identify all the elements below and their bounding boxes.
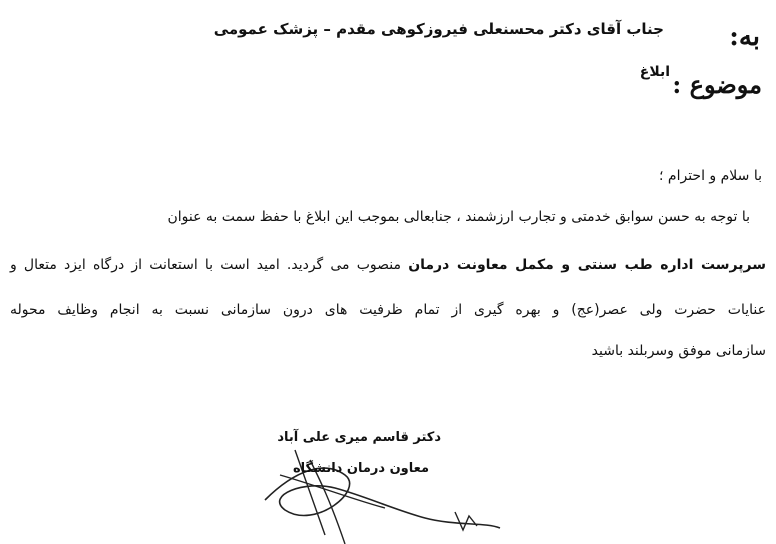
greeting: با سلام و احترام ؛	[659, 168, 762, 184]
signatory-title: معاون درمان دانشگاه	[292, 461, 430, 476]
recipient-label: به:	[729, 22, 760, 52]
handwritten-signature	[255, 440, 505, 544]
body-line-2	[10, 257, 766, 273]
subject-value: ابلاغ	[639, 64, 670, 80]
body-line-3: عنایات حضرت ولی عصر(عج) و بهره گیری از تمام ظرفیت های درون سازمانی نسبت به انجام وظایف محوله	[10, 302, 766, 318]
body-line-2-text: منصوب می گردید. امید است با استعانت از درگاه ایزد متعال و	[10, 257, 409, 273]
appointment-title: سرپرست اداره طب سنتی و مکمل معاونت درمان	[408, 257, 766, 273]
signatory-name: دکتر قاسم میری علی آباد	[277, 430, 441, 445]
recipient-name: جناب آقای دکتر محسنعلی فیروزکوهی مقدم – پزشک عمومی	[213, 20, 664, 38]
body-line-4: سازمانی موفق وسربلند باشید	[591, 343, 766, 359]
subject-label: موضوع :	[672, 70, 762, 99]
body-line-1: با توجه به حسن سوابق خدمتی و تجارب ارزشمند ، جنابعالی بموجب این ابلاغ با حفظ سمت به عنوان	[167, 209, 750, 225]
